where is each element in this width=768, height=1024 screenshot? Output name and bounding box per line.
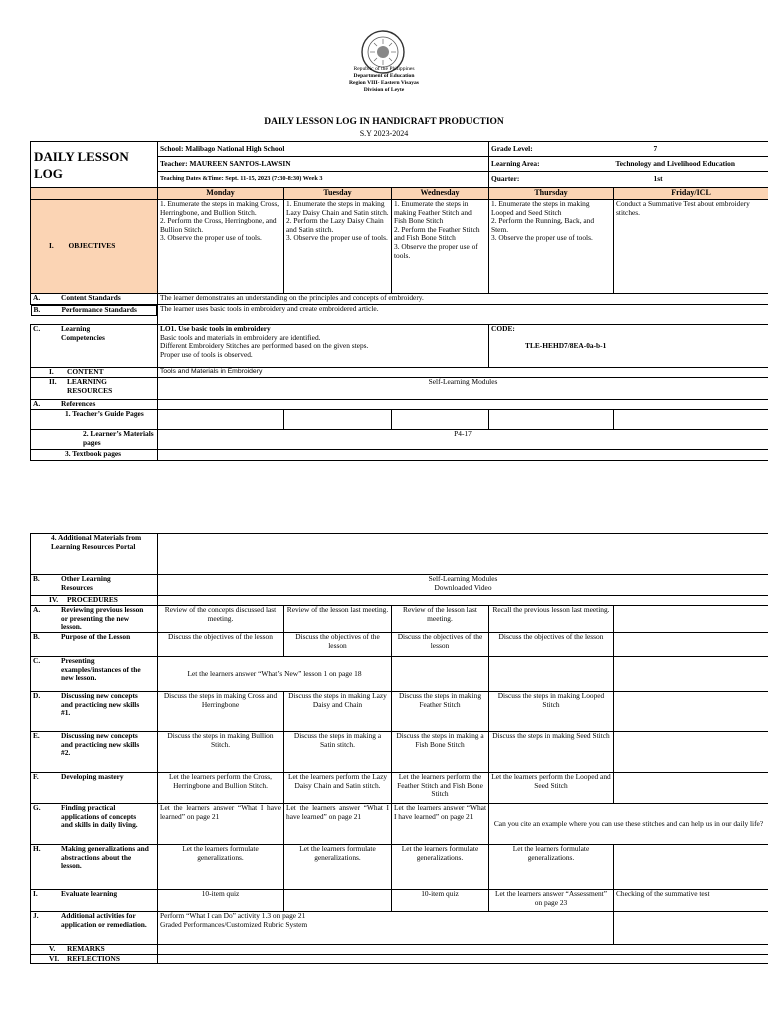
proc-i-friday: Checking of the summative test	[614, 890, 768, 912]
proc-h-tuesday: Let the learners formulate generalizations.	[284, 845, 392, 890]
proc-d-wednesday: Discuss the steps in making Feather Stitch	[392, 692, 489, 732]
learning-area-label: Learning Area:	[489, 157, 614, 172]
proc-b-letter: B.	[33, 632, 40, 641]
grade-level-value: 7	[614, 142, 768, 157]
competencies-letter: C.	[33, 324, 41, 333]
proc-g-monday: Let the learners answer “What I have learned” on page 21	[158, 804, 284, 845]
dll-title: DAILY LESSON LOG	[31, 142, 158, 188]
proc-c-letter: C.	[33, 656, 41, 665]
objectives-thursday: 1. Enumerate the steps in making Looped and Seed Stitch 2. Perform the Running, Back, and Stem. 3. Observe the proper use of tools.	[489, 200, 614, 294]
proc-i-letter: I.	[33, 889, 38, 898]
quarter-value: 1st	[614, 172, 768, 188]
other-resources-line-1: Self-Learning Modules	[428, 574, 498, 583]
references-label: References	[61, 399, 96, 408]
grade-level-label: Grade Level:	[489, 142, 614, 157]
content-standards-label: Content Standards	[61, 293, 121, 302]
proc-g-label: Finding practical applications of concepts and skills in daily living.	[61, 803, 138, 830]
day-friday: Friday/ICL	[614, 188, 768, 200]
other-resources-letter: B.	[33, 574, 40, 583]
day-tuesday: Tuesday	[284, 188, 392, 200]
header-region: Region VIII- Eastern Visayas	[349, 80, 419, 86]
day-thursday: Thursday	[489, 188, 614, 200]
proc-a-tuesday: Review of the lesson last meeting.	[284, 606, 392, 633]
proc-e-friday	[614, 732, 768, 773]
proc-j-letter: J.	[33, 911, 39, 920]
competencies-line-3: Proper use of tools is observed.	[160, 349, 253, 359]
proc-f-tuesday: Let the learners perform the Lazy Daisy Chain and Satin stitch.	[284, 773, 392, 804]
header-republic: Republic of the Philippines	[353, 66, 415, 72]
content-label: CONTENT	[67, 367, 104, 376]
proc-i-monday: 10-item quiz	[158, 890, 284, 912]
teacher-name: Teacher: MAUREEN SANTOS-LAWSIN	[158, 157, 489, 172]
content-standards-letter: A.	[33, 293, 41, 302]
proc-h-friday	[614, 845, 768, 890]
proc-i-label: Evaluate learning	[61, 889, 118, 898]
performance-standards-letter: B.	[33, 305, 41, 314]
proc-b-friday	[614, 633, 768, 657]
proc-e-tuesday: Discuss the steps in making a Satin stitch.	[284, 732, 392, 773]
proc-j-line-2: Graded Performances/Customized Rubric System	[160, 919, 308, 929]
proc-f-wednesday: Let the learners perform the Feather Stitch and Fish Bone Stitch	[392, 773, 489, 804]
competencies-line-1: Basic tools and materials in embroidery are identified.	[160, 332, 321, 342]
proc-h-monday: Let the learners formulate generalizations.	[158, 845, 284, 890]
resources-label: LEARNING RESOURCES	[67, 377, 113, 395]
day-wednesday: Wednesday	[392, 188, 489, 200]
resources-text: Self-Learning Modules	[158, 378, 768, 400]
proc-f-letter: F.	[33, 772, 39, 781]
content-text: Tools and Materials in Embroidery	[158, 368, 768, 378]
quarter-label: Quarter:	[489, 172, 614, 188]
proc-a-wednesday: Review of the lesson last meeting.	[392, 606, 489, 633]
proc-a-letter: A.	[33, 605, 41, 614]
objectives-wednesday: 1. Enumerate the steps in making Feather Stitch and Fish Bone Stitch 2. Perform the Feather Stitch and Fish Bone Stitch 3. Observe the proper use of tools.	[392, 200, 489, 294]
proc-e-thursday: Discuss the steps in making Seed Stitch	[489, 732, 614, 773]
remarks-label: REMARKS	[67, 944, 105, 953]
proc-d-monday: Discuss the steps in making Cross and Herringbone	[158, 692, 284, 732]
teaching-dates: Teaching Dates &Time: Sept. 11-15, 2023 (7:30-8:30) Week 3	[158, 172, 489, 188]
proc-h-wednesday: Let the learners formulate generalizations.	[392, 845, 489, 890]
proc-g-wednesday: Let the learners answer “What I have learned” on page 21	[392, 804, 489, 845]
proc-e-monday: Discuss the steps in making Bullion Stitch.	[158, 732, 284, 773]
proc-a-thursday: Recall the previous lesson last meeting.	[489, 606, 614, 633]
proc-i-wednesday: 10-item quiz	[392, 890, 489, 912]
school-name: School: Malibago National High School	[158, 142, 489, 157]
code-value: TLE-HEHD7/8EA-0a-b-1	[525, 340, 607, 350]
proc-a-friday	[614, 606, 768, 633]
other-resources-line-2: Downloaded Video	[434, 582, 492, 592]
lesson-log-table-page2	[30, 533, 768, 964]
objectives-friday: Conduct a Summative Test about embroidery stitches.	[614, 200, 768, 294]
proc-b-tuesday: Discuss the objectives of the lesson	[284, 633, 392, 657]
remarks-num: V.	[49, 944, 56, 953]
proc-b-thursday: Discuss the objectives of the lesson	[489, 633, 614, 657]
proc-f-friday	[614, 773, 768, 804]
proc-a-label: Reviewing previous lesson or presenting the new lesson.	[61, 605, 144, 632]
proc-i-tuesday	[284, 890, 392, 912]
content-standards-text: The learner demonstrates an understanding on the principles and concepts of embroidery.	[158, 294, 768, 305]
header-department: Department of Education	[353, 73, 415, 79]
proc-b-wednesday: Discuss the objectives of the lesson	[392, 633, 489, 657]
other-resources-label: Other Learning Resources	[61, 574, 111, 592]
proc-g-tuesday: Let the learners answer “What I have learned” on page 21	[284, 804, 392, 845]
code-label: CODE:	[491, 324, 515, 333]
header-block	[0, 66, 768, 94]
proc-j-line-1: Perform “What I can Do” activity 1.3 on page 21	[160, 911, 306, 920]
header-division: Division of Leyte	[363, 87, 405, 93]
proc-a-monday: Review of the concepts discussed last meeting.	[158, 606, 284, 633]
proc-h-thursday: Let the learners formulate generalizations.	[489, 845, 614, 890]
proc-h-letter: H.	[33, 844, 41, 853]
proc-f-label: Developing mastery	[61, 772, 124, 781]
competencies-lo: LO1. Use basic tools in embroidery	[160, 324, 271, 333]
proc-b-monday: Discuss the objectives of the lesson	[158, 633, 284, 657]
additional-materials-label: 4. Additional Materials from Learning Resources Portal	[31, 534, 158, 575]
textbook-label: 3. Textbook pages	[31, 450, 158, 461]
school-year: S.Y 2023-2024	[359, 129, 409, 138]
lesson-log-table-page1	[30, 141, 768, 461]
proc-c-text: Let the learners answer “What’s New” lesson 1 on page 18	[158, 657, 392, 692]
reflections-num: VI.	[49, 954, 60, 963]
proc-e-label: Discussing new concepts and practicing new skills #2.	[61, 731, 140, 758]
proc-e-wednesday: Discuss the steps in making a Fish Bone Stitch	[392, 732, 489, 773]
proc-d-label: Discussing new concepts and practicing new skills #1.	[61, 691, 140, 718]
proc-d-letter: D.	[33, 691, 41, 700]
proc-c-label: Presenting examples/instances of the new lesson.	[61, 656, 141, 683]
proc-f-thursday: Let the learners perform the Looped and Seed Stitch	[489, 773, 614, 804]
proc-d-thursday: Discuss the steps in making Looped Stitch	[489, 692, 614, 732]
proc-b-label: Purpose of the Lesson	[61, 632, 131, 641]
learners-materials-text: P4-17	[158, 430, 768, 450]
learning-area-value: Technology and Livelihood Education	[614, 157, 768, 172]
proc-d-tuesday: Discuss the steps in making Lazy Daisy and Chain	[284, 692, 392, 732]
day-header-blank	[31, 188, 158, 200]
references-letter: A.	[33, 399, 41, 408]
day-monday: Monday	[158, 188, 284, 200]
performance-standards-text: The learner uses basic tools in embroidery and create embroidered article.	[158, 305, 768, 325]
performance-standards-label: Performance Standards	[61, 305, 137, 314]
proc-g-letter: G.	[33, 803, 41, 812]
resources-num: II.	[49, 377, 57, 386]
proc-j-label: Additional activities for application or remediation.	[61, 911, 147, 929]
proc-f-monday: Let the learners perform the Cross, Herringbone and Bullion Stitch.	[158, 773, 284, 804]
proc-i-thursday: Let the learners answer “Assessment” on page 23	[489, 890, 614, 912]
content-num: I.	[49, 367, 54, 376]
document-title: DAILY LESSON LOG IN HANDICRAFT PRODUCTION	[264, 117, 504, 127]
learners-materials-label: 2. Learner’s Materials pages	[31, 430, 158, 450]
procedures-num: IV.	[49, 595, 59, 604]
proc-g-thursday-friday: Can you cite an example where you can use these stitches and can help us in our daily life?	[489, 804, 768, 845]
proc-h-label: Making generalizations and abstractions about the lesson.	[61, 844, 149, 871]
objectives-tuesday: 1. Enumerate the steps in making Lazy Daisy Chain and Satin stitch. 2. Perform the Lazy Daisy Chain and Satin stitch. 3. Observe the proper use of tools.	[284, 200, 392, 294]
competencies-label: Learning Competencies	[61, 324, 105, 342]
objectives-label: I. OBJECTIVES	[31, 200, 158, 294]
teachers-guide-label: 1. Teacher’s Guide Pages	[31, 410, 158, 430]
proc-e-letter: E.	[33, 731, 40, 740]
procedures-label: PROCEDURES	[67, 595, 118, 604]
objectives-monday: 1. Enumerate the steps in making Cross, Herringbone, and Bullion Stitch. 2. Perform the Cross, Herringbone, and Bullion Stitch. 3. Observe the proper use of tools.	[158, 200, 284, 294]
competencies-line-2: Different Embroidery Stitches are performed based on the given steps.	[160, 341, 369, 351]
proc-d-friday	[614, 692, 768, 732]
reflections-label: REFLECTIONS	[67, 954, 120, 963]
